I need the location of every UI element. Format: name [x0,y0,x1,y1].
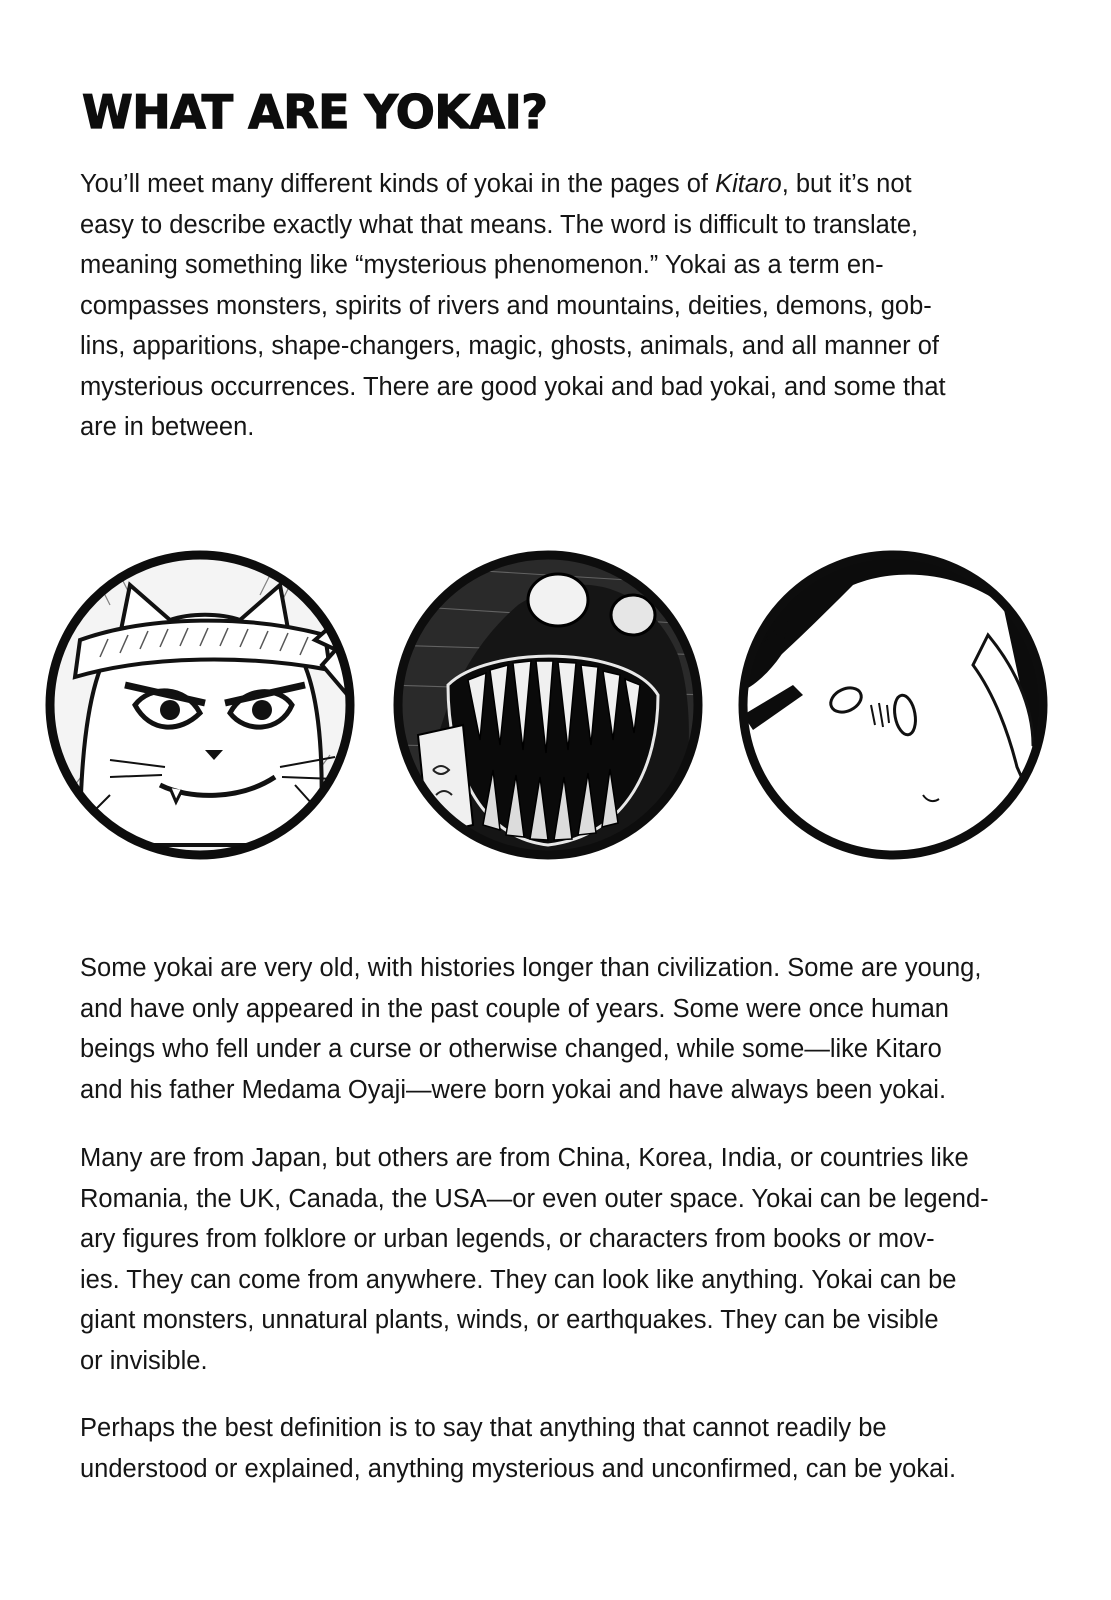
page-title: WHAT ARE YOKAI? [82,85,548,139]
fanged-monster-illustration [388,545,708,865]
cat-face-icon [40,545,360,865]
age-line-2: and have only appeared in the past couple of years. Some were once human [80,994,949,1023]
origin-paragraph [80,1138,1030,1381]
intro-line-3: meaning something like “mysterious phenomenon.” Yokai as a term en- [80,251,884,279]
intro-line-5: lins, apparitions, shape-changers, magic, ghosts, animals, and all manner of [80,332,939,360]
origin-line-2: Romania, the UK, Canada, the USA—or even outer space. Yokai can be legend- [80,1184,989,1213]
illustration-row [40,545,1080,870]
age-line-1: Some yokai are very old, with histories longer than civilization. Some are young, [80,954,982,982]
origin-line-1: Many are from Japan, but others are from China, Korea, India, or countries like [80,1144,969,1172]
origin-line-5: giant monsters, unnatural plants, winds, or earthquakes. They can be visible [80,1306,939,1334]
cat-yokai-illustration [40,545,360,865]
intro-line-6: mysterious occurrences. There are good yokai and bad yokai, and some that [80,372,946,401]
intro-line-1: You’ll meet many different kinds of yokai in the pages of Kitaro, but it’s not [80,170,912,198]
intro-line-7: are in between. [80,413,255,441]
white-ghost-illustration [733,545,1053,865]
intro-line-4: compasses monsters, spirits of rivers and mountains, deities, demons, gob- [80,291,932,320]
ghost-icon [733,545,1053,865]
definition-paragraph [80,1408,1030,1489]
intro-line-2: easy to describe exactly what that means. The word is difficult to translate, [80,210,919,239]
age-line-3: beings who fell under a curse or otherwise changed, while some—like Kitaro [80,1035,942,1063]
kitaro-title: Kitaro [715,170,782,198]
monster-mouth-icon [388,545,708,865]
age-line-4: and his father Medama Oyaji—were born yokai and have always been yokai. [80,1075,947,1104]
intro-paragraph [80,164,1030,448]
origin-line-3: ary figures from folklore or urban legends, or characters from books or mov- [80,1225,935,1253]
age-paragraph [80,948,1030,1110]
definition-line-2: understood or explained, anything mysterious and unconfirmed, can be yokai. [80,1454,957,1483]
definition-line-1: Perhaps the best definition is to say that anything that cannot readily be [80,1414,887,1442]
origin-line-6: or invisible. [80,1346,208,1375]
origin-line-4: ies. They can come from anywhere. They can look like anything. Yokai can be [80,1265,957,1294]
